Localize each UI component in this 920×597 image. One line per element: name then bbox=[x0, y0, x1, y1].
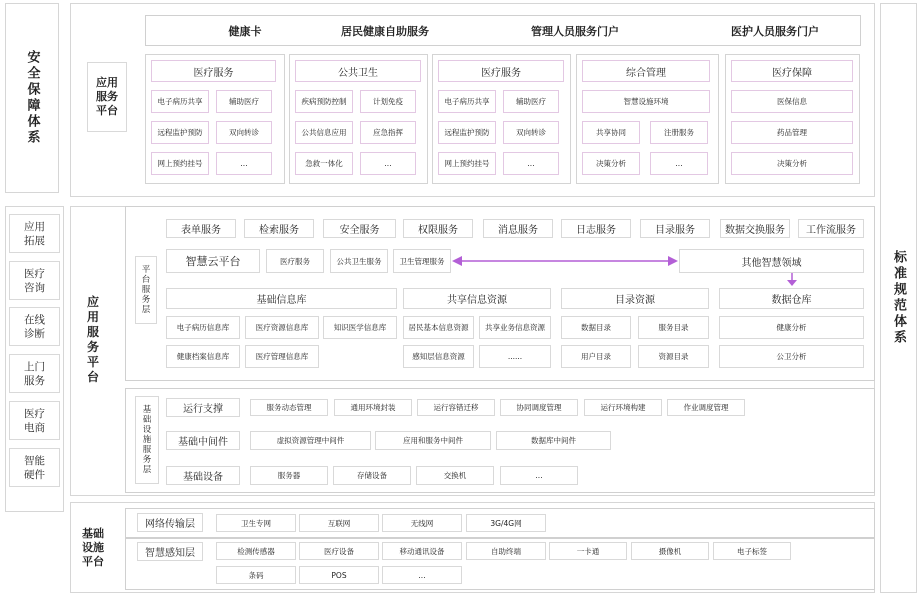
device-item: ... bbox=[500, 466, 578, 485]
cloud-medical-service: 医疗服务 bbox=[266, 249, 324, 273]
smart-cloud-platform: 智慧云平台 bbox=[166, 249, 260, 273]
middleware-item: 数据库中间件 bbox=[496, 431, 611, 450]
info-db-item: 医疗资源信息库 bbox=[245, 316, 319, 339]
service-group-4-title: 综合管理 bbox=[582, 60, 710, 82]
network-layer-label: 网络传输层 bbox=[137, 513, 203, 532]
service-form: 表单服务 bbox=[166, 219, 236, 238]
service-catalog: 目录服务 bbox=[640, 219, 710, 238]
service-item: 应急指挥 bbox=[360, 121, 416, 144]
info-db-item: 健康档案信息库 bbox=[166, 345, 240, 368]
perception-item: 电子标签 bbox=[713, 542, 791, 560]
run-support-item: 协同调度管理 bbox=[500, 399, 578, 416]
data-warehouse-title: 数据仓库 bbox=[719, 288, 864, 309]
service-item: 网上预约挂号 bbox=[151, 152, 209, 175]
side-item-2: 在线诊断 bbox=[9, 307, 60, 346]
warehouse-item: 健康分析 bbox=[719, 316, 864, 339]
run-support-item: 作业调度管理 bbox=[667, 399, 745, 416]
service-group-5-title: 医疗保障 bbox=[731, 60, 853, 82]
app-platform-middle-label: 应用服务平台 bbox=[86, 295, 99, 384]
service-item: ... bbox=[360, 152, 416, 175]
basic-middleware-label: 基础中间件 bbox=[166, 431, 240, 450]
network-item: 无线网 bbox=[382, 514, 462, 532]
bidirectional-arrow bbox=[452, 253, 678, 269]
portal-health-card[interactable]: 健康卡 bbox=[190, 20, 300, 41]
run-support-item: 运行环境构建 bbox=[584, 399, 662, 416]
portal-resident-self-service[interactable]: 居民健康自助服务 bbox=[320, 20, 450, 41]
service-message: 消息服务 bbox=[483, 219, 553, 238]
warehouse-item: 公卫分析 bbox=[719, 345, 864, 368]
service-item: ... bbox=[503, 152, 559, 175]
service-security: 安全服务 bbox=[323, 219, 396, 238]
middleware-item: 应用和服务中间件 bbox=[375, 431, 491, 450]
app-platform-top-label: 应用服务平台 bbox=[87, 62, 127, 132]
side-item-0: 应用拓展 bbox=[9, 214, 60, 253]
catalog-item: 数据目录 bbox=[561, 316, 631, 339]
run-support-item: 运行容错迁移 bbox=[417, 399, 495, 416]
service-item: 决策分析 bbox=[582, 152, 640, 175]
network-item: 卫生专网 bbox=[216, 514, 296, 532]
info-db-item: 电子病历信息库 bbox=[166, 316, 240, 339]
basic-devices-label: 基础设备 bbox=[166, 466, 240, 485]
shared-info-item: 居民基本信息资源 bbox=[403, 316, 474, 339]
perception-item: 摄像机 bbox=[631, 542, 709, 560]
perception-item: ... bbox=[382, 566, 462, 584]
service-item: 网上预约挂号 bbox=[438, 152, 496, 175]
service-item: 电子病历共享 bbox=[151, 90, 209, 113]
service-item: 辅助医疗 bbox=[503, 90, 559, 113]
run-support-item: 通用环境封装 bbox=[334, 399, 412, 416]
portal-manager[interactable]: 管理人员服务门户 bbox=[510, 20, 640, 41]
service-item: 双向转诊 bbox=[216, 121, 272, 144]
catalog-resources-title: 目录资源 bbox=[561, 288, 709, 309]
shared-info-title: 共享信息资源 bbox=[403, 288, 551, 309]
security-system-label: 安全保障体系 bbox=[24, 50, 40, 146]
catalog-item: 资源目录 bbox=[638, 345, 709, 368]
shared-info-item: 感知层信息资源 bbox=[403, 345, 474, 368]
infra-service-layer-label: 基础设施服务层 bbox=[135, 396, 159, 484]
info-db-item: 知识医学信息库 bbox=[323, 316, 397, 339]
service-item: 电子病历共享 bbox=[438, 90, 496, 113]
service-item: 辅助医疗 bbox=[216, 90, 272, 113]
perception-item: 条码 bbox=[216, 566, 296, 584]
service-search: 检索服务 bbox=[244, 219, 314, 238]
side-item-1: 医疗咨询 bbox=[9, 261, 60, 300]
basic-info-db-title: 基础信息库 bbox=[166, 288, 397, 309]
service-item: 计划免疫 bbox=[360, 90, 416, 113]
device-item: 交换机 bbox=[416, 466, 494, 485]
service-item: 药品管理 bbox=[731, 121, 853, 144]
run-support-item: 服务动态管理 bbox=[250, 399, 328, 416]
service-group-3-title: 医疗服务 bbox=[438, 60, 564, 82]
info-db-item: 医疗管理信息库 bbox=[245, 345, 319, 368]
infra-platform-label: 基础设施平台 bbox=[82, 526, 104, 568]
service-item: 决策分析 bbox=[731, 152, 853, 175]
service-log: 日志服务 bbox=[561, 219, 631, 238]
standards-system-label: 标准规范体系 bbox=[891, 250, 906, 346]
service-item: 双向转诊 bbox=[503, 121, 559, 144]
side-item-4: 医疗电商 bbox=[9, 401, 60, 440]
service-permission: 权限服务 bbox=[403, 219, 473, 238]
perception-item: 移动通讯设备 bbox=[382, 542, 462, 560]
service-item: 医保信息 bbox=[731, 90, 853, 113]
network-item: 互联网 bbox=[299, 514, 379, 532]
down-arrow bbox=[785, 273, 799, 287]
middleware-item: 虚拟资源管理中间件 bbox=[250, 431, 371, 450]
service-workflow: 工作流服务 bbox=[798, 219, 864, 238]
side-item-3: 上门服务 bbox=[9, 354, 60, 393]
network-item: 3G/4G网 bbox=[466, 514, 546, 532]
service-item: ... bbox=[216, 152, 272, 175]
service-group-2-title: 公共卫生 bbox=[295, 60, 421, 82]
perception-item: 医疗设备 bbox=[299, 542, 379, 560]
service-item: ... bbox=[650, 152, 708, 175]
shared-info-item: 共享业务信息资源 bbox=[479, 316, 551, 339]
cloud-health-management-service: 卫生管理服务 bbox=[393, 249, 451, 273]
perception-item: 自助终端 bbox=[466, 542, 546, 560]
device-item: 存储设备 bbox=[333, 466, 411, 485]
platform-service-layer-label: 平台服务层 bbox=[135, 256, 157, 324]
run-support-label: 运行支撑 bbox=[166, 398, 240, 417]
perception-item: POS bbox=[299, 566, 379, 584]
service-data-exchange: 数据交换服务 bbox=[720, 219, 790, 238]
other-smart-domains: 其他智慧领域 bbox=[679, 249, 864, 273]
catalog-item: 用户目录 bbox=[561, 345, 631, 368]
service-group-1-title: 医疗服务 bbox=[151, 60, 276, 82]
perception-item: 一卡通 bbox=[549, 542, 627, 560]
side-item-5: 智能硬件 bbox=[9, 448, 60, 487]
device-item: 服务器 bbox=[250, 466, 328, 485]
perception-layer-label: 智慧感知层 bbox=[137, 542, 203, 561]
catalog-item: 服务目录 bbox=[638, 316, 709, 339]
cloud-public-health-service: 公共卫生服务 bbox=[330, 249, 388, 273]
service-item: 远程监护预防 bbox=[151, 121, 209, 144]
perception-item: 检测传感器 bbox=[216, 542, 296, 560]
shared-info-item: ...... bbox=[479, 345, 551, 368]
service-item: 疾病预防控制 bbox=[295, 90, 353, 113]
service-item: 智慧设施环境 bbox=[582, 90, 710, 113]
service-item: 远程监护预防 bbox=[438, 121, 496, 144]
service-item: 公共信息应用 bbox=[295, 121, 353, 144]
portal-medical-staff[interactable]: 医护人员服务门户 bbox=[710, 20, 840, 41]
service-item: 共享协同 bbox=[582, 121, 640, 144]
service-item: 急救一体化 bbox=[295, 152, 353, 175]
service-item: 注册服务 bbox=[650, 121, 708, 144]
